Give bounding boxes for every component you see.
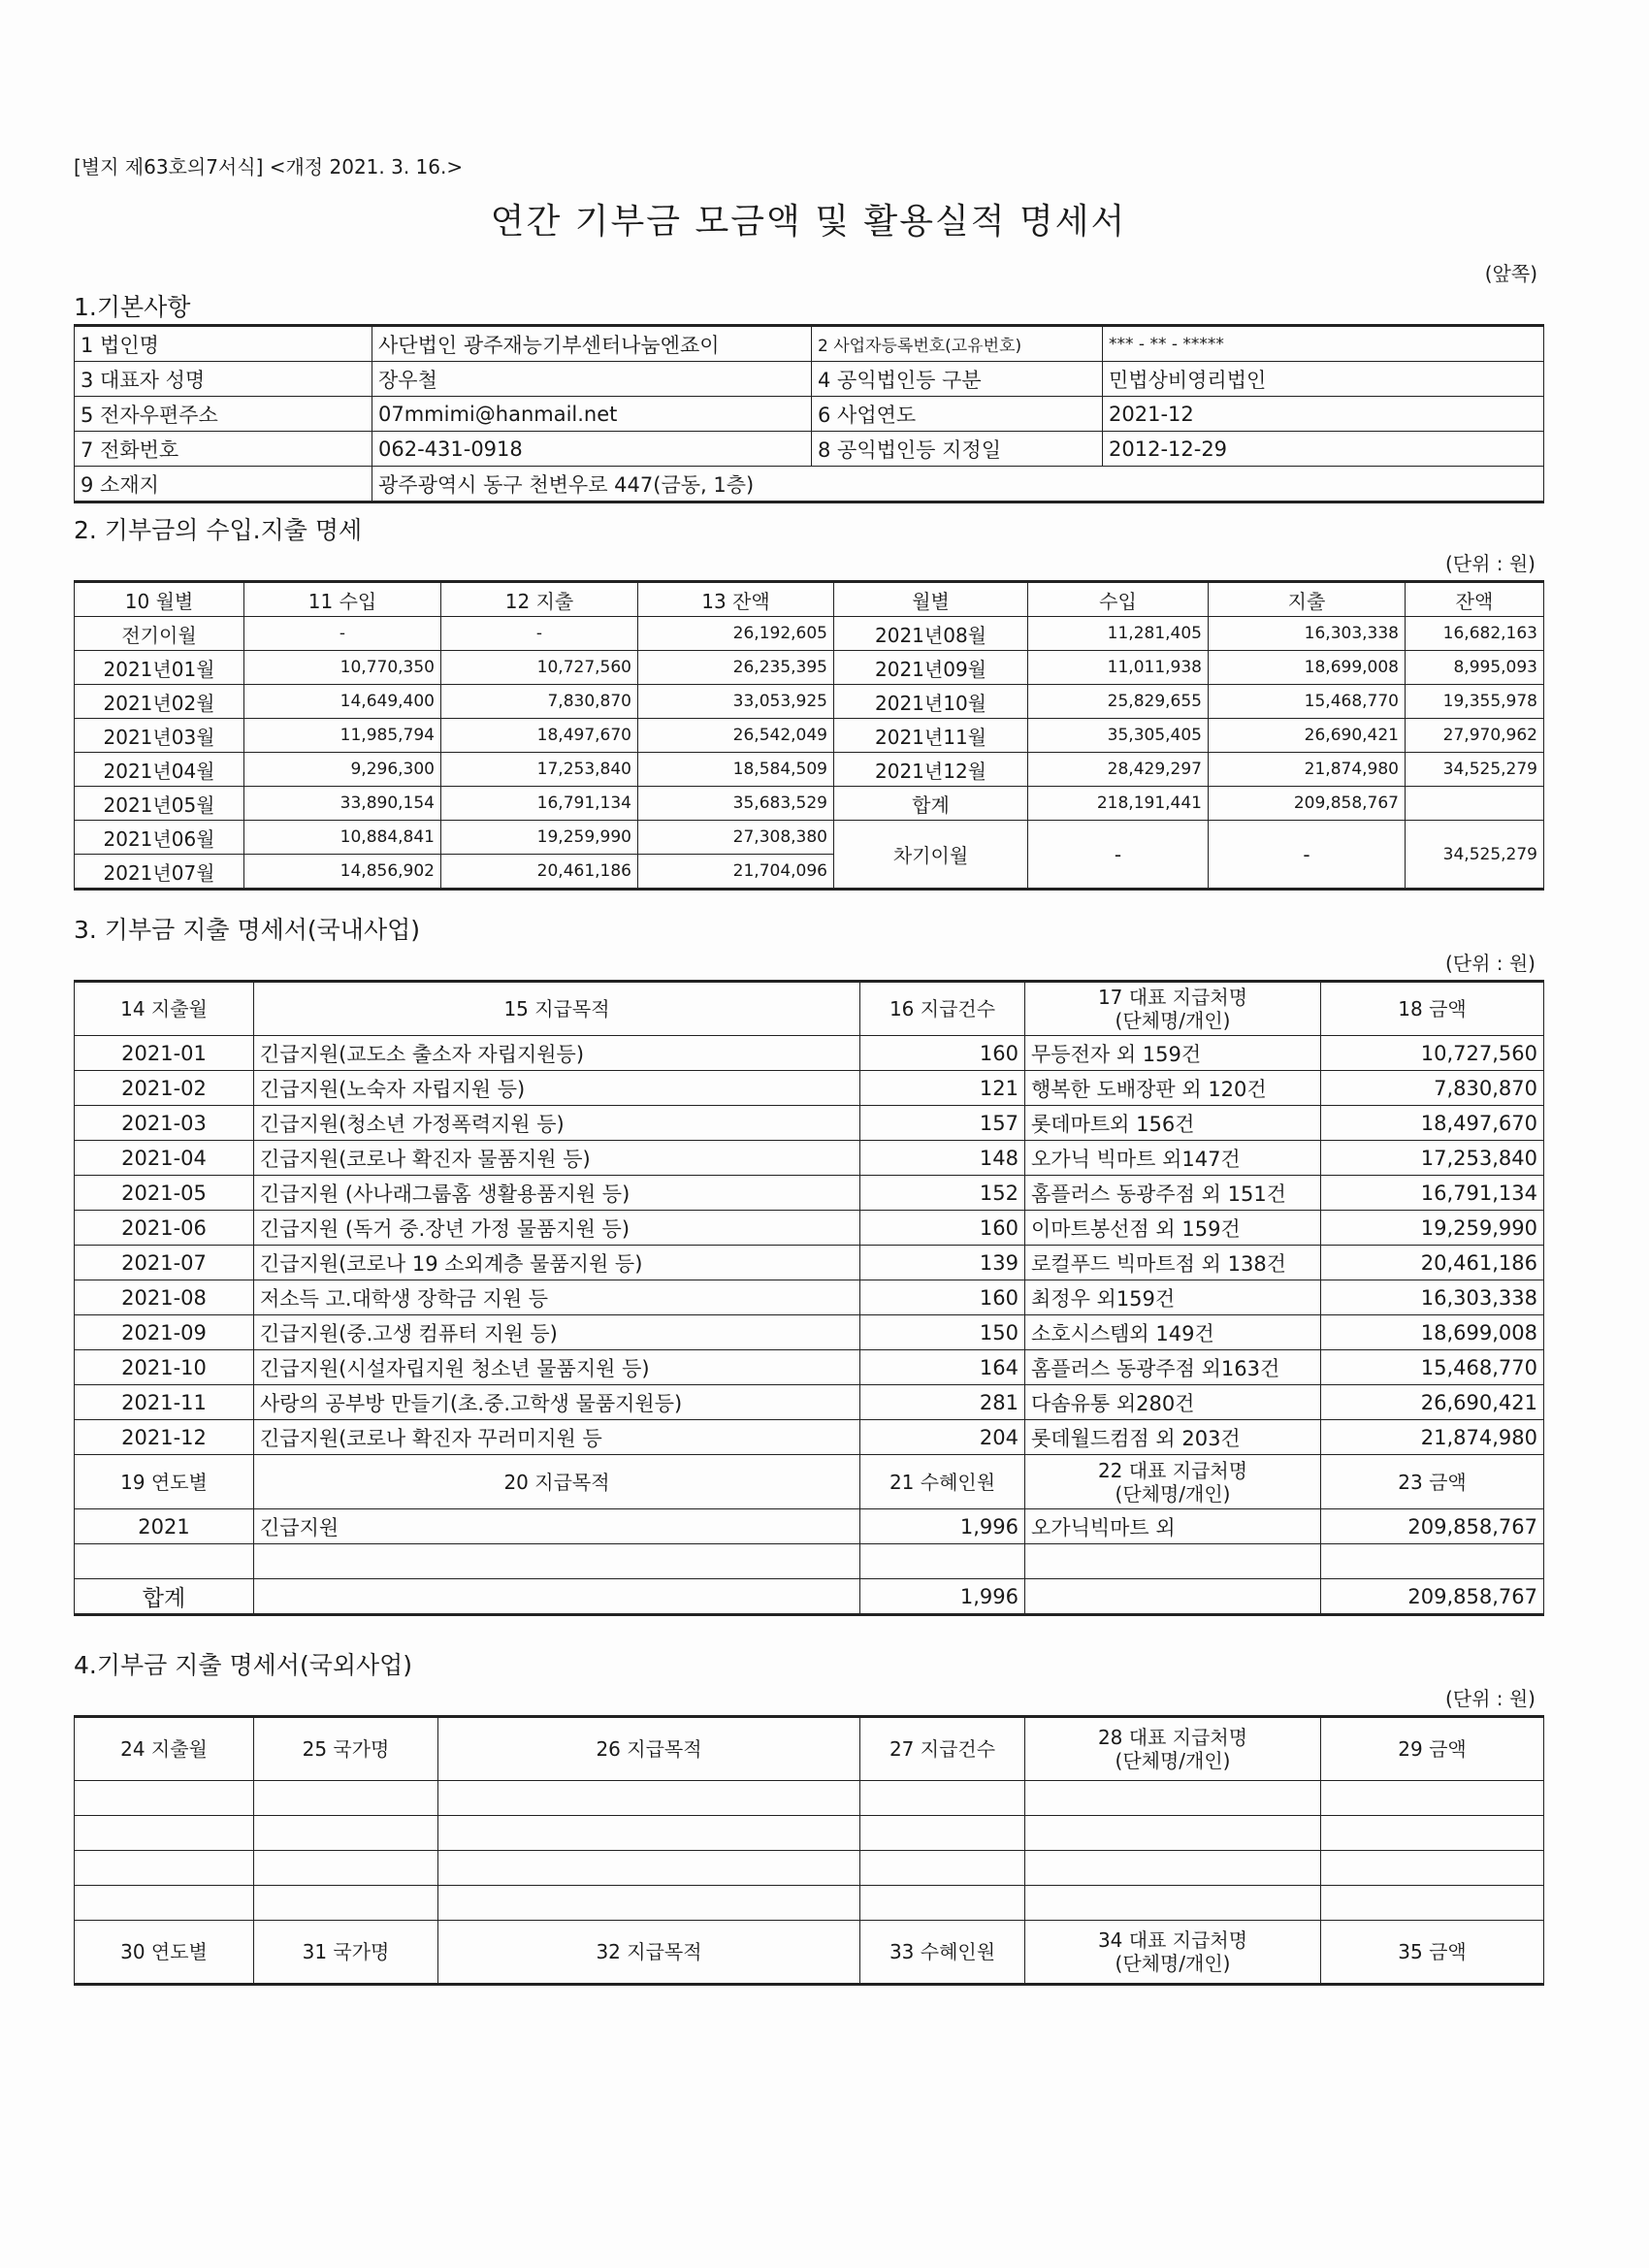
foreign-expense-table <box>74 1715 1544 1986</box>
table-cell <box>1321 1544 1544 1579</box>
month-label: 2021년04월 <box>75 753 244 787</box>
expense-count: 281 <box>860 1385 1025 1420</box>
balance-value: 8,995,093 <box>1406 651 1544 685</box>
income-value: 10,770,350 <box>244 651 441 685</box>
column-header: 20 지급목적 <box>254 1455 860 1509</box>
month-row <box>75 685 1544 719</box>
field-value: 사단법인 광주재능기부센터나눔엔죠이 <box>372 326 812 362</box>
expense-count: 150 <box>860 1315 1025 1350</box>
table-cell <box>1025 1886 1321 1921</box>
table-cell <box>254 1886 438 1921</box>
balance-value: 27,308,380 <box>638 821 834 855</box>
income-value: 35,305,405 <box>1028 719 1209 753</box>
expense-count: 121 <box>860 1071 1025 1106</box>
header-row <box>75 1717 1544 1781</box>
income-value: 9,296,300 <box>244 753 441 787</box>
income-value: 28,429,297 <box>1028 753 1209 787</box>
column-header: 16 지급건수 <box>860 982 1025 1036</box>
header-row <box>75 982 1544 1036</box>
section-basic-info <box>74 291 1543 503</box>
expense-purpose: 긴급지원(코로나 19 소외계층 물품지원 등) <box>254 1246 860 1280</box>
section-title: 2. 기부금의 수입.지출 명세 <box>74 516 363 544</box>
expense-purpose: 긴급지원(중.고생 컴퓨터 지원 등) <box>254 1315 860 1350</box>
document-title: 연간 기부금 모금액 및 활용실적 명세서 <box>490 202 1127 242</box>
empty-row <box>75 1851 1544 1886</box>
balance-value: 26,235,395 <box>638 651 834 685</box>
expense-value: 17,253,840 <box>441 753 638 787</box>
table-cell <box>860 1851 1025 1886</box>
header-line: 34 대표 지급처명 <box>1097 1928 1248 1952</box>
table-cell <box>860 1816 1025 1851</box>
month-label: 2021년10월 <box>834 685 1028 719</box>
column-header: 지출 <box>1209 582 1406 617</box>
balance-value: 16,682,163 <box>1406 617 1544 651</box>
table-cell <box>1321 1886 1544 1921</box>
balance-value: 18,584,509 <box>638 753 834 787</box>
section-title: 1.기본사항 <box>74 293 191 321</box>
table-cell <box>1025 1816 1321 1851</box>
income-value: 14,649,400 <box>244 685 441 719</box>
expense-month: 2021-12 <box>75 1420 254 1455</box>
field-value: 민법상비영리법인 <box>1103 362 1544 397</box>
table-cell <box>254 1851 438 1886</box>
expense-value: 16,303,338 <box>1209 617 1406 651</box>
expense-recipient: 오가닉 빅마트 외147건 <box>1025 1141 1321 1176</box>
field-label: 4 공익법인등 구분 <box>812 362 1103 397</box>
expense-row <box>75 1071 1544 1106</box>
month-label: 2021년03월 <box>75 719 244 753</box>
expense-amount: 16,303,338 <box>1321 1280 1544 1315</box>
month-label: 2021년01월 <box>75 651 244 685</box>
field-label: 7 전화번호 <box>75 432 372 467</box>
field-value: 장우철 <box>372 362 812 397</box>
table-cell <box>1025 1579 1321 1615</box>
balance-value: 34,525,279 <box>1406 753 1544 787</box>
header-line: (단체명/개인) <box>1115 1009 1231 1032</box>
expense-month: 2021-10 <box>75 1350 254 1385</box>
table-cell <box>254 1816 438 1851</box>
year-row <box>75 1509 1544 1544</box>
section-income-expense <box>74 514 1543 891</box>
basic-info-table <box>74 324 1544 503</box>
unit-label: (단위 : 원) <box>1444 952 1536 975</box>
empty-row <box>75 1816 1544 1851</box>
expense-purpose: 저소득 고.대학생 장학금 지원 등 <box>254 1280 860 1315</box>
header-line: (단체명/개인) <box>1115 1481 1231 1506</box>
field-label: 6 사업연도 <box>812 397 1103 432</box>
total-row <box>75 1579 1544 1615</box>
column-header: 수입 <box>1028 582 1209 617</box>
balance-value: 26,542,049 <box>638 719 834 753</box>
income-value: 10,884,841 <box>244 821 441 855</box>
header-line: 17 대표 지급처명 <box>1097 986 1248 1009</box>
page-side-label: (앞쪽) <box>1484 262 1537 285</box>
balance-value <box>1406 787 1544 821</box>
header-row <box>75 1921 1544 1985</box>
expense-month: 2021-02 <box>75 1071 254 1106</box>
table-cell <box>812 467 1103 502</box>
month-label: 2021년11월 <box>834 719 1028 753</box>
basic-info-row <box>75 467 1544 502</box>
total-amount: 209,858,767 <box>1321 1579 1544 1615</box>
field-label: 1 법인명 <box>75 326 372 362</box>
expense-count: 139 <box>860 1246 1025 1280</box>
header-line: (단체명/개인) <box>1115 1952 1231 1975</box>
table-cell <box>438 1816 860 1851</box>
column-header: 18 금액 <box>1321 982 1544 1036</box>
expense-value: 18,699,008 <box>1209 651 1406 685</box>
table-cell <box>254 1579 860 1615</box>
section-domestic-expense <box>74 914 1543 1616</box>
column-header <box>1025 982 1321 1036</box>
expense-row <box>75 1246 1544 1280</box>
expense-recipient: 무등전자 외 159건 <box>1025 1036 1321 1071</box>
table-cell <box>1025 1851 1321 1886</box>
expense-month: 2021-09 <box>75 1315 254 1350</box>
income-value: 11,281,405 <box>1028 617 1209 651</box>
total-label: 합계 <box>75 1579 254 1615</box>
header-line: 28 대표 지급처명 <box>1097 1726 1248 1749</box>
month-row <box>75 787 1544 821</box>
expense-purpose: 긴급지원(교도소 출소자 자립지원등) <box>254 1036 860 1071</box>
income-expense-table <box>74 580 1544 891</box>
expense-count: 160 <box>860 1036 1025 1071</box>
expense-amount: 10,727,560 <box>1321 1036 1544 1071</box>
expense-recipient: 롯데마트외 156건 <box>1025 1106 1321 1141</box>
balance-value: 33,053,925 <box>638 685 834 719</box>
field-label: 3 대표자 성명 <box>75 362 372 397</box>
table-cell <box>75 1781 254 1816</box>
expense-value: 10,727,560 <box>441 651 638 685</box>
carry-income: - <box>1028 821 1209 890</box>
expense-row <box>75 1106 1544 1141</box>
table-cell <box>860 1544 1025 1579</box>
column-header: 15 지급목적 <box>254 982 860 1036</box>
basic-info-row <box>75 326 1544 362</box>
expense-count: 157 <box>860 1106 1025 1141</box>
section-foreign-expense <box>74 1649 1543 1986</box>
header-line: (단체명/개인) <box>1115 1749 1231 1772</box>
section-title: 4.기부금 지출 명세서(국외사업) <box>74 1651 413 1679</box>
basic-info-row <box>75 362 1544 397</box>
balance-value: 19,355,978 <box>1406 685 1544 719</box>
expense-row <box>75 1350 1544 1385</box>
expense-row <box>75 1420 1544 1455</box>
column-header: 35 금액 <box>1321 1921 1544 1985</box>
expense-amount: 17,253,840 <box>1321 1141 1544 1176</box>
column-header <box>1025 1455 1321 1509</box>
column-header: 11 수입 <box>244 582 441 617</box>
expense-value: 16,791,134 <box>441 787 638 821</box>
expense-amount: 16,791,134 <box>1321 1176 1544 1211</box>
field-label: 8 공익법인등 지정일 <box>812 432 1103 467</box>
month-label: 2021년09월 <box>834 651 1028 685</box>
unit-label: (단위 : 원) <box>1444 1687 1536 1710</box>
expense-row <box>75 1176 1544 1211</box>
table-cell <box>1321 1781 1544 1816</box>
expense-recipient: 홈플러스 동광주점 외163건 <box>1025 1350 1321 1385</box>
column-header <box>1025 1921 1321 1985</box>
expense-count: 152 <box>860 1176 1025 1211</box>
expense-month: 2021-08 <box>75 1280 254 1315</box>
empty-row <box>75 1544 1544 1579</box>
table-cell <box>254 1781 438 1816</box>
expense-value: 209,858,767 <box>1209 787 1406 821</box>
income-value: 218,191,441 <box>1028 787 1209 821</box>
field-value: 07mmimi@hanmail.net <box>372 397 812 432</box>
year-label: 2021 <box>75 1509 254 1544</box>
basic-info-row <box>75 432 1544 467</box>
expense-amount: 7,830,870 <box>1321 1071 1544 1106</box>
expense-value: 26,690,421 <box>1209 719 1406 753</box>
expense-recipient: 이마트봉선점 외 159건 <box>1025 1211 1321 1246</box>
table-cell <box>1025 1781 1321 1816</box>
month-label: 전기이월 <box>75 617 244 651</box>
column-header: 13 잔액 <box>638 582 834 617</box>
column-header: 26 지급목적 <box>438 1717 860 1781</box>
expense-value: 18,497,670 <box>441 719 638 753</box>
column-header: 잔액 <box>1406 582 1544 617</box>
expense-purpose: 긴급지원 (사나래그룹홈 생활용품지원 등) <box>254 1176 860 1211</box>
table-cell <box>1321 1851 1544 1886</box>
column-header: 29 금액 <box>1321 1717 1544 1781</box>
expense-amount: 26,690,421 <box>1321 1385 1544 1420</box>
month-label: 2021년06월 <box>75 821 244 855</box>
field-value: 2012-12-29 <box>1103 432 1544 467</box>
table-cell <box>438 1781 860 1816</box>
address-value: 광주광역시 동구 천변우로 447(금동, 1층) <box>372 467 812 502</box>
table-cell <box>254 1544 860 1579</box>
field-value: *** - ** - ***** <box>1103 326 1544 362</box>
basic-info-row <box>75 397 1544 432</box>
expense-month: 2021-04 <box>75 1141 254 1176</box>
expense-purpose: 긴급지원(코로나 확진자 물품지원 등) <box>254 1141 860 1176</box>
expense-count: 160 <box>860 1211 1025 1246</box>
total-count: 1,996 <box>860 1579 1025 1615</box>
table-cell <box>75 1544 254 1579</box>
expense-purpose: 사랑의 공부방 만들기(초.중.고학생 물품지원등) <box>254 1385 860 1420</box>
expense-purpose: 긴급지원(노숙자 자립지원 등) <box>254 1071 860 1106</box>
unit-label: (단위 : 원) <box>1444 552 1536 575</box>
header-row <box>75 582 1544 617</box>
table-cell <box>438 1851 860 1886</box>
column-header: 25 국가명 <box>254 1717 438 1781</box>
header-row <box>75 1455 1544 1509</box>
income-value: 14,856,902 <box>244 855 441 890</box>
column-header <box>1025 1717 1321 1781</box>
header-line: 22 대표 지급처명 <box>1097 1458 1248 1482</box>
expense-recipient: 로컬푸드 빅마트점 외 138건 <box>1025 1246 1321 1280</box>
expense-row <box>75 1315 1544 1350</box>
expense-value: 7,830,870 <box>441 685 638 719</box>
carry-label: 차기이월 <box>834 821 1028 890</box>
domestic-expense-table <box>74 980 1544 1616</box>
balance-value: 21,704,096 <box>638 855 834 890</box>
table-cell <box>75 1816 254 1851</box>
expense-value: - <box>441 617 638 651</box>
form-number: [별지 제63호의7서식] <개정 2021. 3. 16.> <box>74 155 464 178</box>
month-label: 합계 <box>834 787 1028 821</box>
expense-month: 2021-06 <box>75 1211 254 1246</box>
month-row <box>75 617 1544 651</box>
expense-purpose: 긴급지원(코로나 확진자 꾸러미지원 등 <box>254 1420 860 1455</box>
field-label: 9 소재지 <box>75 467 372 502</box>
field-label: 2 사업자등록번호(고유번호) <box>812 326 1103 362</box>
column-header: 23 금액 <box>1321 1455 1544 1509</box>
month-row <box>75 719 1544 753</box>
expense-row <box>75 1385 1544 1420</box>
expense-row <box>75 1280 1544 1315</box>
table-cell <box>1321 1816 1544 1851</box>
field-label: 5 전자우편주소 <box>75 397 372 432</box>
table-cell <box>860 1886 1025 1921</box>
column-header: 월별 <box>834 582 1028 617</box>
expense-value: 15,468,770 <box>1209 685 1406 719</box>
table-cell <box>1025 1544 1321 1579</box>
month-row <box>75 651 1544 685</box>
expense-purpose: 긴급지원 (독거 중.장년 가정 물품지원 등) <box>254 1211 860 1246</box>
month-label: 2021년08월 <box>834 617 1028 651</box>
column-header: 30 연도별 <box>75 1921 254 1985</box>
expense-value: 21,874,980 <box>1209 753 1406 787</box>
table-cell <box>1103 467 1544 502</box>
expense-month: 2021-01 <box>75 1036 254 1071</box>
section-title: 3. 기부금 지출 명세서(국내사업) <box>74 916 421 944</box>
expense-recipient: 최정우 외159건 <box>1025 1280 1321 1315</box>
expense-month: 2021-11 <box>75 1385 254 1420</box>
month-label: 2021년02월 <box>75 685 244 719</box>
expense-count: 148 <box>860 1141 1025 1176</box>
income-value: - <box>244 617 441 651</box>
expense-recipient: 행복한 도배장판 외 120건 <box>1025 1071 1321 1106</box>
expense-amount: 18,699,008 <box>1321 1315 1544 1350</box>
expense-amount: 18,497,670 <box>1321 1106 1544 1141</box>
field-value: 062-431-0918 <box>372 432 812 467</box>
expense-count: 164 <box>860 1350 1025 1385</box>
year-purpose: 긴급지원 <box>254 1509 860 1544</box>
expense-row <box>75 1036 1544 1071</box>
month-row <box>75 821 1544 855</box>
income-value: 11,985,794 <box>244 719 441 753</box>
expense-month: 2021-07 <box>75 1246 254 1280</box>
balance-value: 26,192,605 <box>638 617 834 651</box>
year-recipient: 오가닉빅마트 외 <box>1025 1509 1321 1544</box>
expense-count: 204 <box>860 1420 1025 1455</box>
expense-recipient: 소호시스템외 149건 <box>1025 1315 1321 1350</box>
empty-row <box>75 1886 1544 1921</box>
column-header: 32 지급목적 <box>438 1921 860 1985</box>
month-row <box>75 753 1544 787</box>
column-header: 27 지급건수 <box>860 1717 1025 1781</box>
carry-balance: 34,525,279 <box>1406 821 1544 890</box>
carry-expense: - <box>1209 821 1406 890</box>
year-amount: 209,858,767 <box>1321 1509 1544 1544</box>
month-label: 2021년12월 <box>834 753 1028 787</box>
expense-amount: 20,461,186 <box>1321 1246 1544 1280</box>
table-cell <box>860 1781 1025 1816</box>
expense-amount: 19,259,990 <box>1321 1211 1544 1246</box>
field-value: 2021-12 <box>1103 397 1544 432</box>
column-header: 19 연도별 <box>75 1455 254 1509</box>
column-header: 14 지출월 <box>75 982 254 1036</box>
expense-recipient: 다솜유통 외280건 <box>1025 1385 1321 1420</box>
empty-row <box>75 1781 1544 1816</box>
column-header: 10 월별 <box>75 582 244 617</box>
column-header: 12 지출 <box>441 582 638 617</box>
month-label: 2021년07월 <box>75 855 244 890</box>
expense-month: 2021-05 <box>75 1176 254 1211</box>
expense-amount: 15,468,770 <box>1321 1350 1544 1385</box>
expense-value: 19,259,990 <box>441 821 638 855</box>
expense-row <box>75 1211 1544 1246</box>
column-header: 21 수혜인원 <box>860 1455 1025 1509</box>
expense-purpose: 긴급지원(시설자립지원 청소년 물품지원 등) <box>254 1350 860 1385</box>
balance-value: 35,683,529 <box>638 787 834 821</box>
table-cell <box>438 1886 860 1921</box>
expense-amount: 21,874,980 <box>1321 1420 1544 1455</box>
year-count: 1,996 <box>860 1509 1025 1544</box>
expense-purpose: 긴급지원(청소년 가정폭력지원 등) <box>254 1106 860 1141</box>
month-label: 2021년05월 <box>75 787 244 821</box>
expense-value: 20,461,186 <box>441 855 638 890</box>
expense-month: 2021-03 <box>75 1106 254 1141</box>
expense-row <box>75 1141 1544 1176</box>
column-header: 33 수혜인원 <box>860 1921 1025 1985</box>
expense-recipient: 홈플러스 동광주점 외 151건 <box>1025 1176 1321 1211</box>
table-cell <box>75 1886 254 1921</box>
column-header: 24 지출월 <box>75 1717 254 1781</box>
income-value: 33,890,154 <box>244 787 441 821</box>
table-cell <box>75 1851 254 1886</box>
balance-value: 27,970,962 <box>1406 719 1544 753</box>
income-value: 25,829,655 <box>1028 685 1209 719</box>
column-header: 31 국가명 <box>254 1921 438 1985</box>
expense-count: 160 <box>860 1280 1025 1315</box>
income-value: 11,011,938 <box>1028 651 1209 685</box>
expense-recipient: 롯데월드컴점 외 203건 <box>1025 1420 1321 1455</box>
